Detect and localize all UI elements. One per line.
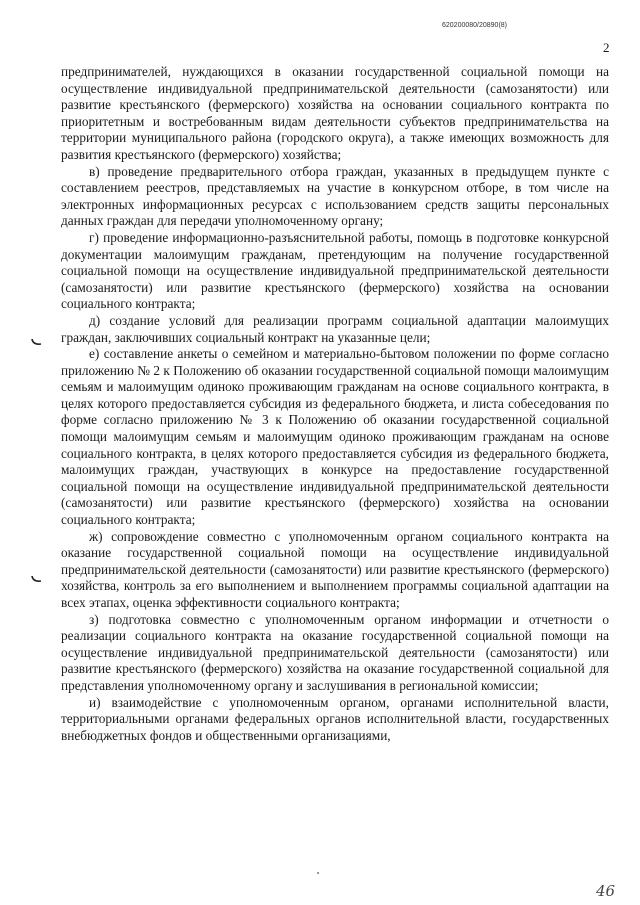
- paragraph-zh: ж) сопровождение совместно с уполномоченным органом социального контракта на оказание государственной социальной помощи на осуществление индивидуальной предпринимательской деятельности (самозанятости) или развитие крестьянского (фермерского) хозяйства, контроль за его выполнением и выполнением программы социальной адаптации на всех этапах, оценка эффективности социального контракта;: [61, 528, 609, 610]
- margin-check-mark: [31, 337, 42, 346]
- margin-check-mark: [31, 574, 42, 583]
- document-body: [61, 64, 609, 744]
- paragraph-continuation: предпринимателей, нуждающихся в оказании государственной социальной помощи на осуществление индивидуальной предпринимательской деятельности (самозанятости) или развитие крестьянского (фермерского) хозяйства на основании социального контракта по приоритетным и востребованным видам деятельности субъектов предпринимательства на территории муниципального района (городского округа), а также имеющих возможность для развития крестьянского (фермерского) хозяйства;: [61, 64, 609, 162]
- paragraph-z: з) подготовка совместно с уполномоченным органом информации и отчетности о реализации социального контракта на оказание государственной социальной помощи на осуществление индивидуальной предпринимательской деятельности (самозанятости) или развитие крестьянского (фермерского) хозяйства на оказание государственной социальной для представления уполномоченному органу и заслушивания в региональной комиссии;: [61, 611, 609, 693]
- paragraph-v: в) проведение предварительного отбора граждан, указанных в предыдущем пункте с составлением реестров, представляемых на участие в конкурсном отборе, в том числе на электронных информационных ресурсах с использованием средств защиты персональных данных граждан для передачи уполномоченному органу;: [61, 163, 609, 229]
- document-code: 620200080/20890(8): [442, 22, 508, 29]
- paragraph-g: г) проведение информационно-разъяснительной работы, помощь в подготовке конкурсной документации малоимущим гражданам, претендующим на получение государственной социальной помощи на осуществление индивидуальной предпринимательской деятельности (самозанятости) или развитие крестьянского (фермерского) хозяйства на основании социального контракта;: [61, 229, 609, 312]
- page-number: 2: [603, 40, 610, 55]
- paragraph-d: д) создание условий для реализации программ социальной адаптации малоимущих граждан, заключивших социальный контракт на указанные цели;: [61, 312, 609, 345]
- paragraph-i: и) взаимодействие с уполномоченным органом, органами исполнительной власти, территориальными органами федеральных органов исполнительной власти, государственных внебюджетных фондов и общественными организациями,: [61, 694, 609, 743]
- handwritten-page-number: 46: [596, 882, 616, 900]
- paragraph-e: е) составление анкеты о семейном и материально-бытовом положении по форме согласно приложению № 2 к Положению об оказании государственной социальной помощи малоимущим семьям и малоимущим одиноко проживающим гражданам на основе социального контракта, в целях которого предоставляется субсидия из федерального бюджета, и листа собеседования по форме согласно приложению № 3 к Положению об оказании государственной социальной помощи малоимущим семьям и малоимущим одиноко проживающим гражданам на основе социального контракта, в целях которого предоставляется субсидия из федерального бюджета, малоимущих граждан, участвующих в конкурсе на предоставление государственной социальной помощи на осуществление индивидуальной предпринимательской деятельности (самозанятости) или развитие крестьянского (фермерского) хозяйства на основании социального контракта;: [61, 346, 609, 528]
- scan-speck: [317, 872, 319, 874]
